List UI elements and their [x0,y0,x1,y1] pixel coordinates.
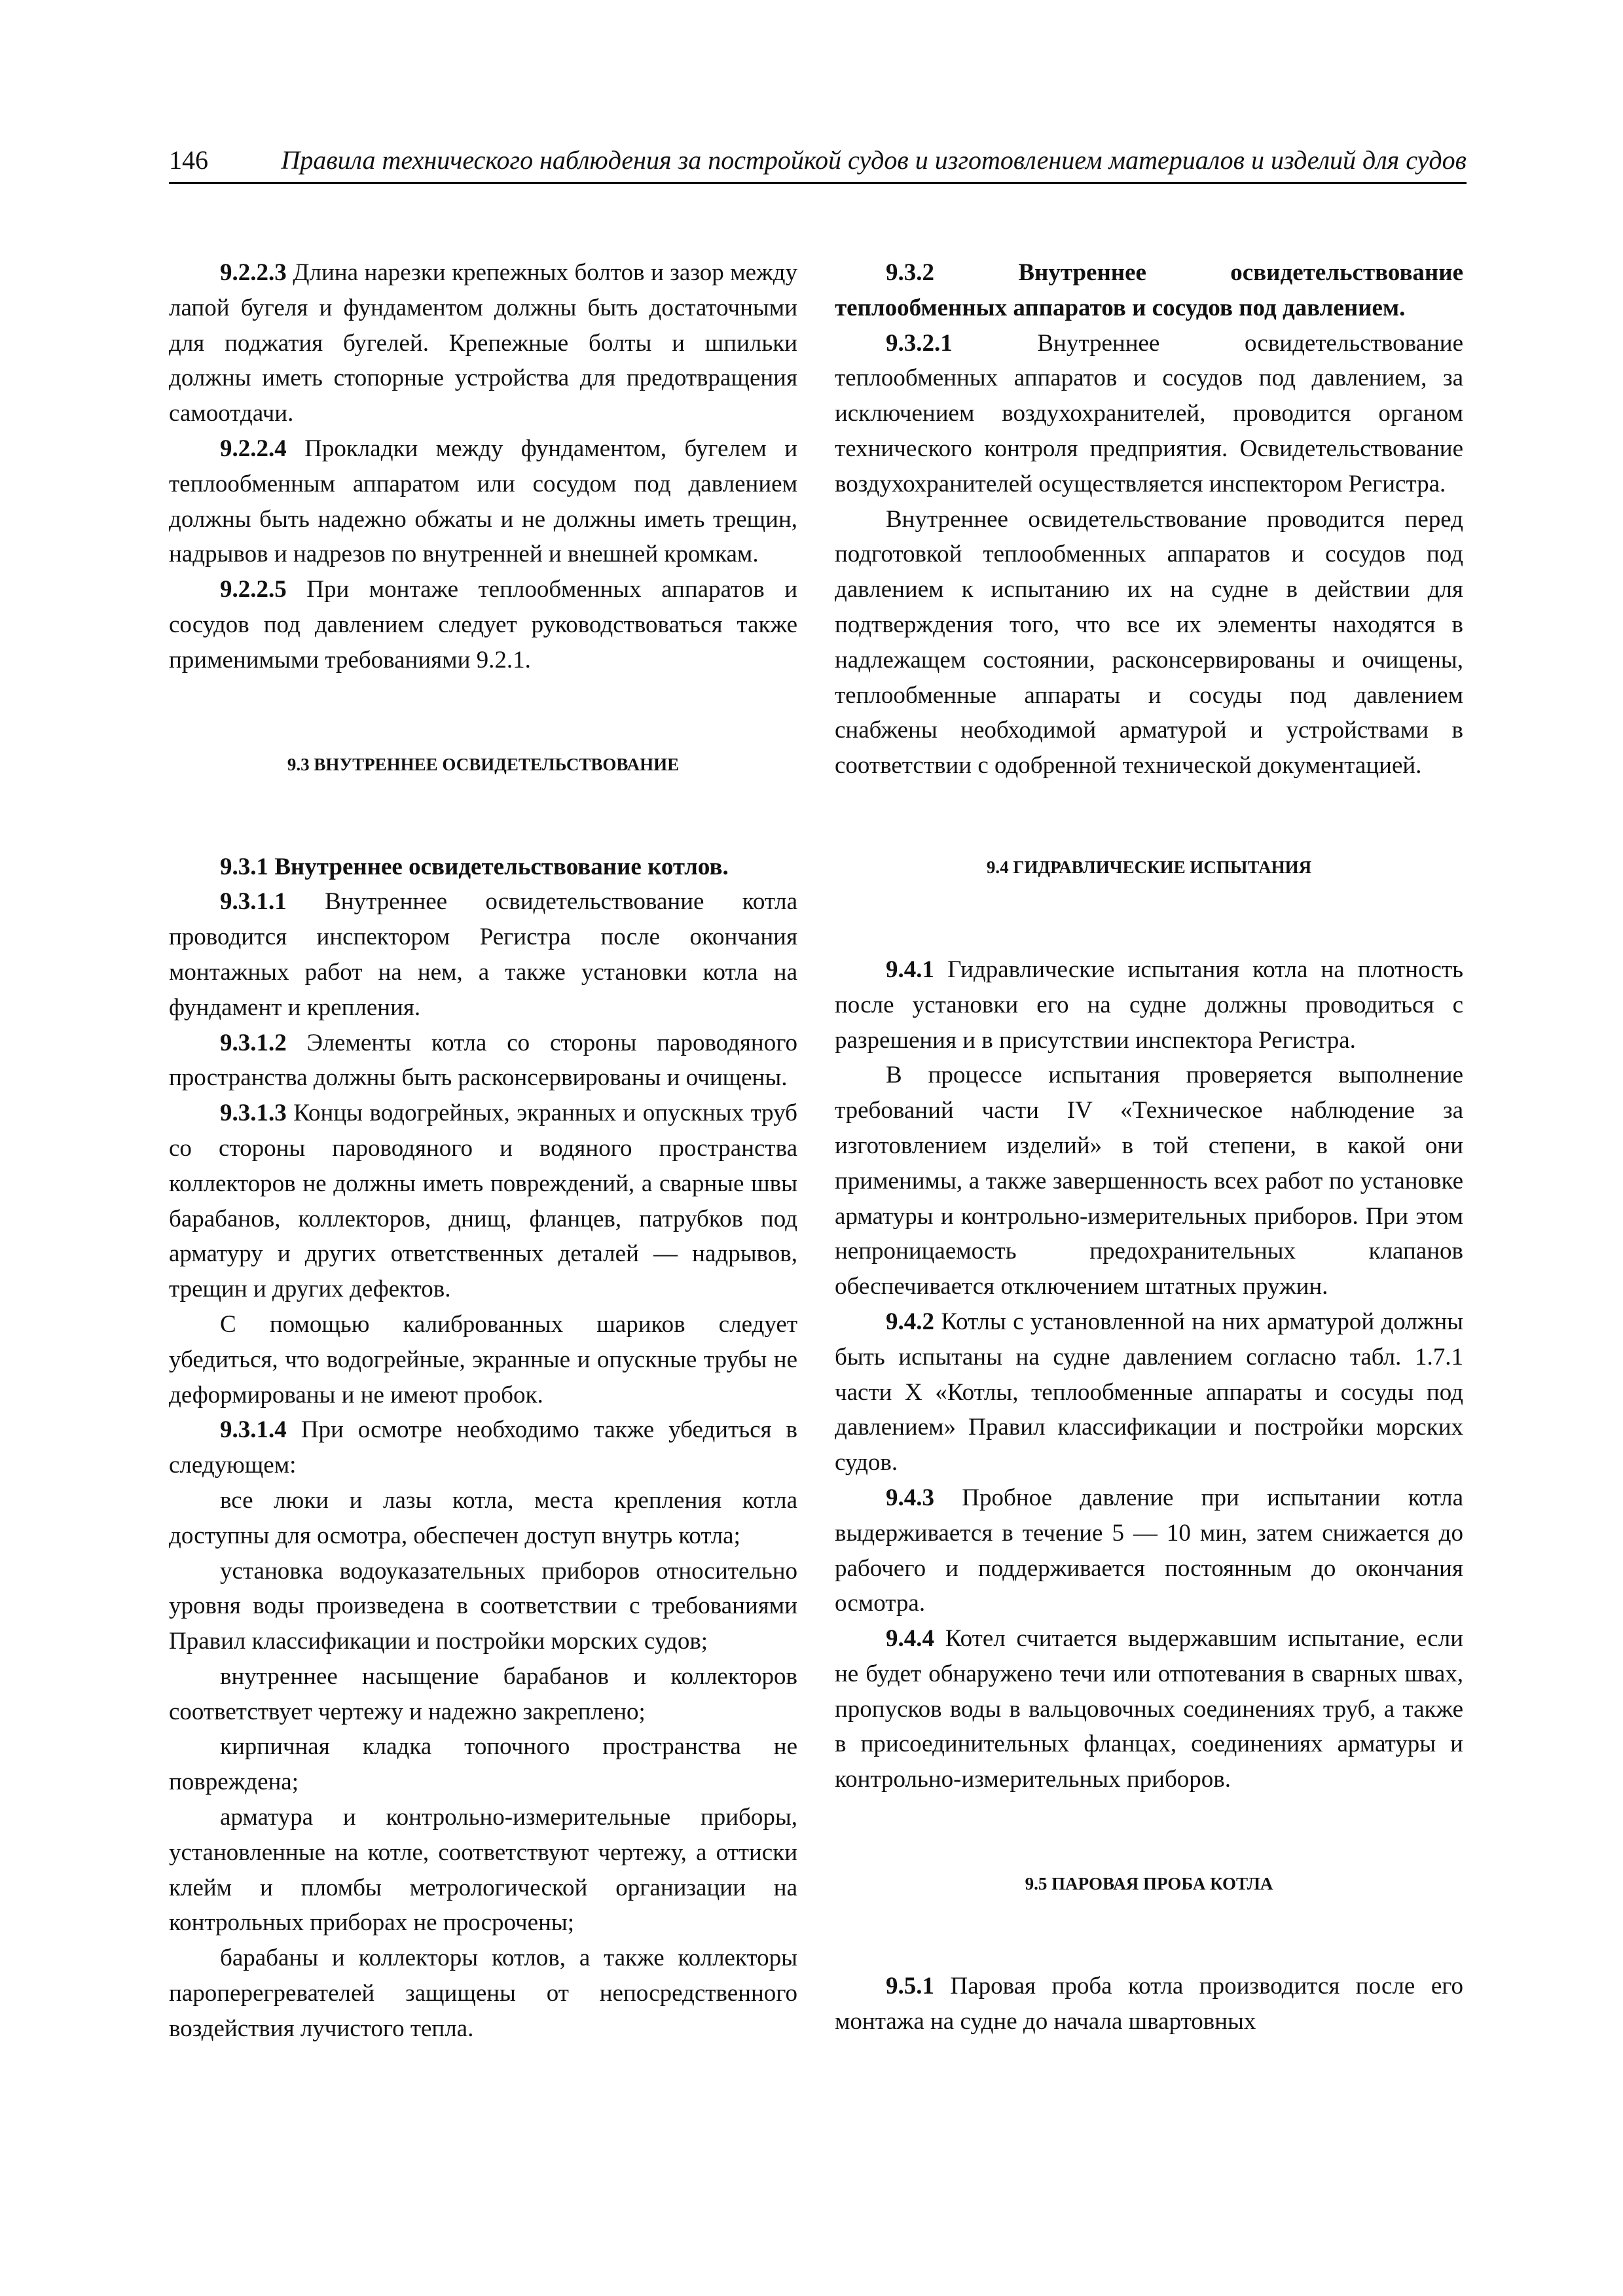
paragraph-9-2-2-5: 9.2.2.5 При монтаже теплообменных аппаратов и сосудов под давлением следует руководствоваться также применимыми требованиями 9.2.1. [169,576,797,673]
paragraph-9-4-4: 9.4.4 Котел считается выдержавшим испытание, если не будет обнаружено течи или отпотевания в сварных швах, пропусков воды в вальцовочных соединениях труб, а также в присоединительных фланцах, соединениях арматуры и контрольно-измерительных приборов. [835,1625,1463,1793]
section-heading-9-5: 9.5 ПАРОВАЯ ПРОБА КОТЛА [1025,1874,1273,1894]
paragraph-9-3-1-1: 9.3.1.1 Внутреннее освидетельствование котла проводится инспектором Регистра после окончания монтажных работ на нем, а также установки котла на фундамент и крепления. [169,888,797,1021]
list-item: внутреннее насыщение барабанов и коллекторов соответствует чертежу и надежно закреплено; [169,1662,797,1725]
paragraph-internal-survey: Внутреннее освидетельствование проводится перед подготовкой теплообменных аппаратов и сосудов под давлением к испытанию их на судне в действии для подтверждения того, что все их элементы находятся в надлежащем состоянии, расконсервированы и очищены, теплообменные аппараты и сосуды под давлением снабжены необходимой арматурой и устройствами в соответствии с одобренной технической документацией. [835,505,1463,780]
paragraph-test-procedure: В процессе испытания проверяется выполнение требований части IV «Техническое наблюдение за изготовлением изделий» в той степени, в какой они применимы, а также завершенность всех работ по установке арматуры и контрольно-измерительных приборов. При этом непроницаемость предохранительных клапанов обеспечивается отключением штатных пружин. [835,1062,1463,1300]
list-item: барабаны и коллекторы котлов, а также коллекторы пароперегревателей защищены от непосредственного воздействия лучистого тепла. [169,1945,797,2042]
paragraph-9-2-2-4: 9.2.2.4 Прокладки между фундаментом, бугелем и теплообменным аппаратом или сосудом под давлением должны быть надежно обжаты и не должны иметь трещин, надрывов и надрезов по внутренней и внешней кромкам. [169,435,797,568]
list-item: арматура и контрольно-измерительные приборы, установленные на котле, соответствуют чертежу, а оттиски клейм и пломбы метрологической организации на контрольных приборах не просрочены; [169,1804,797,1937]
list-item: установка водоуказательных приборов относительно уровня воды произведена в соответствии с требованиями Правил классификации и постройки морских судов; [169,1557,797,1655]
paragraph-9-3-1-3: 9.3.1.3 Концы водогрейных, экранных и опускных труб со стороны пароводяного и водяного пространства коллекторов не должны иметь повреждений, а сварные швы барабанов, коллекторов, днищ, фланцев, патрубков под арматуру и других ответственных деталей — надрывов, трещин и других дефектов. [169,1100,797,1303]
list-item: кирпичная кладка топочного пространства не повреждена; [169,1733,797,1796]
paragraph-9-3-1-4: 9.3.1.4 При осмотре необходимо также убедиться в следующем: [169,1416,797,1479]
left-column [169,255,797,2047]
paragraph-9-4-2: 9.4.2 Котлы с установленной на них арматурой должны быть испытаны на судне давлением согласно табл. 1.7.1 части X «Котлы, теплообменные аппараты и сосуды под давлением» Правил классификации и постройки морских судов. [835,1308,1463,1477]
paragraph-9-5-1: 9.5.1 Паровая проба котла производится после его монтажа на судне до начала швартовных [835,1973,1463,2035]
subheading-9-3-2: 9.3.2 Внутреннее освидетельствование теплообменных аппаратов и сосудов под давлением. [835,259,1463,321]
page-header [169,144,1467,184]
section-heading-9-4: 9.4 ГИДРАВЛИЧЕСКИЕ ИСПЫТАНИЯ [986,857,1312,877]
paragraph-9-3-2-1: 9.3.2.1 Внутреннее освидетельствование теплообменных аппаратов и сосудов под давлением, за исключением воздухохранителей, проводится органом технического контроля предприятия. Освидетельствование воздухохранителей осуществляется инспектором Регистра. [835,329,1463,497]
subheading-9-3-1: 9.3.1 Внутреннее освидетельствование котлов. [220,853,729,880]
paragraph-9-3-1-2: 9.3.1.2 Элементы котла со стороны пароводяного пространства должны быть расконсервированы и очищены. [169,1029,797,1092]
right-column [835,255,1463,2039]
paragraph-9-2-2-3: 9.2.2.3 Длина нарезки крепежных болтов и зазор между лапой бугеля и фундаментом должны быть достаточными для поджатия бугелей. Крепежные болты и шпильки должны иметь стопорные устройства для предотвращения самоотдачи. [169,259,797,427]
section-heading-9-3: 9.3 ВНУТРЕННЕЕ ОСВИДЕТЕЛЬСТВОВАНИЕ [287,754,680,774]
list-item: все люки и лазы котла, места крепления котла доступны для осмотра, обеспечен доступ внутрь котла; [169,1486,797,1549]
paragraph-calibrated-balls: С помощью калиброванных шариков следует убедиться, что водогрейные, экранные и опускные трубы не деформированы и не имеют пробок. [169,1310,797,1408]
paragraph-9-4-3: 9.4.3 Пробное давление при испытании котла выдерживается в течение 5 — 10 мин, затем снижается до рабочего и поддерживается постоянным до окончания осмотра. [835,1484,1463,1617]
paragraph-9-4-1: 9.4.1 Гидравлические испытания котла на плотность после установки его на судне должны проводиться с разрешения и в присутствии инспектора Регистра. [835,956,1463,1054]
page-number: 146 [169,145,208,175]
running-title: Правила технического наблюдения за постройкой судов и изготовлением материалов и изделий для судов [281,145,1467,175]
